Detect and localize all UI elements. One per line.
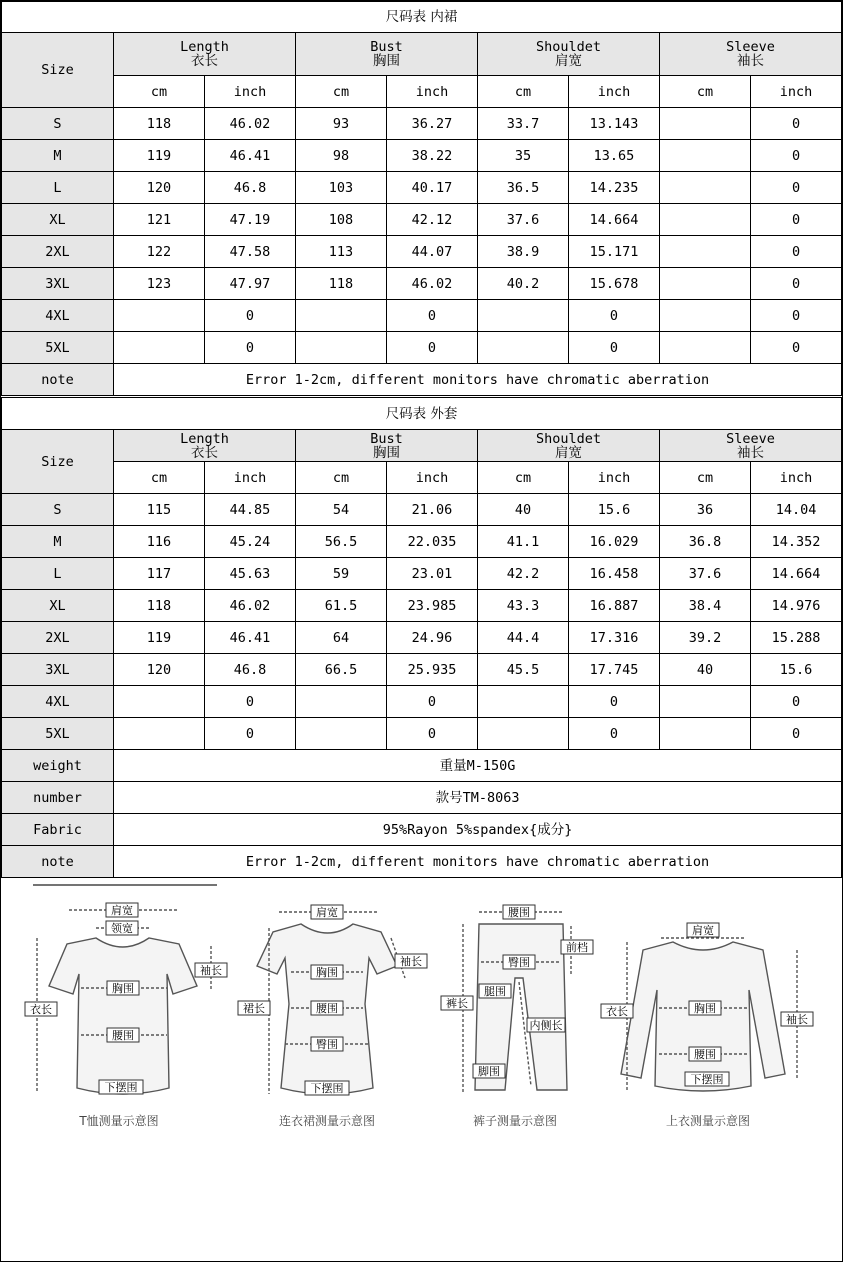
label-shirt-hem [685, 1072, 729, 1086]
label-pants-leg-opening [473, 1064, 505, 1078]
unit-cm: cm [478, 76, 569, 108]
measurement-diagrams-svg [1, 878, 841, 1260]
value-cell: 36 [660, 494, 751, 526]
value-cell: 0 [569, 300, 660, 332]
group-cn: 袖长 [737, 444, 765, 461]
svg-text:袖长: 袖长 [786, 1013, 808, 1026]
table-row [2, 622, 842, 654]
label-dress-waist [311, 1001, 343, 1015]
value-cell: 47.58 [205, 236, 296, 268]
svg-text:腰围: 腰围 [316, 1002, 338, 1015]
svg-text:领宽: 领宽 [111, 922, 133, 935]
svg-text:裙长: 裙长 [243, 1002, 265, 1015]
value-cell [660, 718, 751, 750]
group-header-sleeve [660, 430, 842, 462]
value-cell: 47.19 [205, 204, 296, 236]
value-cell: 0 [569, 718, 660, 750]
size-cell: XL [2, 204, 114, 236]
value-cell: 0 [751, 172, 842, 204]
group-en: Bust [370, 430, 403, 447]
value-cell: 118 [114, 108, 205, 140]
value-cell: 0 [751, 332, 842, 364]
table-row [2, 686, 842, 718]
value-cell: 0 [205, 718, 296, 750]
group-en: Bust [370, 39, 403, 55]
svg-text:下摆围: 下摆围 [310, 1082, 344, 1095]
value-cell: 121 [114, 204, 205, 236]
value-cell: 40.17 [387, 172, 478, 204]
value-cell: 14.664 [751, 558, 842, 590]
value-cell: 0 [387, 300, 478, 332]
size-header: Size [2, 430, 114, 494]
value-cell [114, 332, 205, 364]
value-cell: 38.22 [387, 140, 478, 172]
value-cell: 14.04 [751, 494, 842, 526]
caption-shirt: 上衣测量示意图 [665, 1114, 751, 1128]
value-cell: 23.985 [387, 590, 478, 622]
value-cell: 40.2 [478, 268, 569, 300]
value-cell: 0 [569, 332, 660, 364]
value-cell [114, 300, 205, 332]
value-cell: 45.5 [478, 654, 569, 686]
table-row [2, 718, 842, 750]
value-cell: 16.029 [569, 526, 660, 558]
value-cell: 23.01 [387, 558, 478, 590]
size-cell: 4XL [2, 300, 114, 332]
label-shirt-waist [689, 1047, 721, 1061]
value-cell: 45.63 [205, 558, 296, 590]
value-cell: 46.02 [387, 268, 478, 300]
svg-text:脚围: 脚围 [478, 1065, 500, 1078]
value-cell: 54 [296, 494, 387, 526]
value-cell: 14.664 [569, 204, 660, 236]
value-cell: 36.27 [387, 108, 478, 140]
table-row [2, 236, 842, 268]
label-tshirt-hem [99, 1080, 143, 1094]
value-cell: 0 [205, 686, 296, 718]
unit-cm: cm [296, 76, 387, 108]
value-cell [114, 686, 205, 718]
value-cell: 13.65 [569, 140, 660, 172]
caption-dress: 连衣裙测量示意图 [278, 1114, 376, 1128]
info-label: number [2, 782, 114, 814]
group-en: Sleeve [726, 430, 775, 447]
group-header-length [114, 33, 296, 76]
value-cell: 38.9 [478, 236, 569, 268]
value-cell: 113 [296, 236, 387, 268]
value-cell [660, 204, 751, 236]
value-cell: 44.4 [478, 622, 569, 654]
value-cell: 0 [751, 204, 842, 236]
group-header-sleeve [660, 33, 842, 76]
label-dress-chest [311, 965, 343, 979]
caption-trousers: 裤子测量示意图 [472, 1114, 558, 1128]
value-cell: 46.41 [205, 622, 296, 654]
label-dress-length [238, 1001, 270, 1015]
value-cell [296, 332, 387, 364]
svg-text:肩宽: 肩宽 [316, 906, 338, 919]
value-cell: 15.288 [751, 622, 842, 654]
value-cell: 39.2 [660, 622, 751, 654]
table-row [2, 140, 842, 172]
value-cell: 119 [114, 622, 205, 654]
group-header-shoulder [478, 430, 660, 462]
unit-inch: inch [205, 76, 296, 108]
info-row [2, 364, 842, 396]
value-cell: 118 [296, 268, 387, 300]
svg-text:裤长: 裤长 [446, 997, 468, 1010]
size-header: Size [2, 33, 114, 108]
group-en: Shouldet [535, 39, 602, 55]
value-cell: 47.97 [205, 268, 296, 300]
unit-inch: inch [751, 76, 842, 108]
value-cell [114, 718, 205, 750]
label-pants-inseam [527, 1018, 565, 1032]
info-label: note [2, 364, 114, 396]
label-shirt-shoulder [687, 923, 719, 937]
svg-text:衣长: 衣长 [606, 1005, 628, 1018]
info-row [2, 782, 842, 814]
value-cell [478, 300, 569, 332]
value-cell [660, 268, 751, 300]
group-cn: 衣长 [191, 53, 218, 69]
table-row [2, 526, 842, 558]
value-cell: 36.8 [660, 526, 751, 558]
svg-text:袖长: 袖长 [200, 964, 222, 977]
group-header-bust [296, 33, 478, 76]
value-cell: 14.235 [569, 172, 660, 204]
svg-text:腰围: 腰围 [112, 1029, 134, 1042]
tshirt-diagram [37, 910, 211, 1094]
value-cell [296, 718, 387, 750]
value-cell: 0 [751, 300, 842, 332]
value-cell [478, 718, 569, 750]
svg-text:臀围: 臀围 [508, 956, 530, 969]
svg-text:肩宽: 肩宽 [111, 904, 133, 917]
value-cell: 14.352 [751, 526, 842, 558]
value-cell: 46.41 [205, 140, 296, 172]
value-cell: 103 [296, 172, 387, 204]
table-row [2, 494, 842, 526]
unit-cm: cm [660, 76, 751, 108]
value-cell: 17.745 [569, 654, 660, 686]
label-tshirt-chest [107, 981, 139, 995]
value-cell: 0 [751, 268, 842, 300]
value-cell [660, 332, 751, 364]
label-tshirt-length [25, 1002, 57, 1016]
value-cell: 122 [114, 236, 205, 268]
label-pants-waist [503, 905, 535, 919]
label-tshirt-waist [107, 1028, 139, 1042]
value-cell: 15.6 [569, 494, 660, 526]
label-pants-length [441, 996, 473, 1010]
value-cell: 33.7 [478, 108, 569, 140]
value-cell: 21.06 [387, 494, 478, 526]
value-cell: 16.887 [569, 590, 660, 622]
value-cell: 16.458 [569, 558, 660, 590]
group-cn: 衣长 [191, 444, 218, 461]
size-table-inner-dress [1, 1, 842, 396]
info-value: 款号TM-8063 [114, 782, 842, 814]
svg-text:肩宽: 肩宽 [692, 924, 714, 937]
unit-cm: cm [478, 462, 569, 494]
svg-text:下摆围: 下摆围 [104, 1081, 138, 1094]
group-header-length [114, 430, 296, 462]
value-cell: 43.3 [478, 590, 569, 622]
value-cell: 0 [751, 108, 842, 140]
value-cell: 42.2 [478, 558, 569, 590]
value-cell: 38.4 [660, 590, 751, 622]
size-cell: 3XL [2, 654, 114, 686]
svg-text:前档: 前档 [566, 941, 588, 954]
info-row [2, 846, 842, 878]
value-cell: 119 [114, 140, 205, 172]
unit-inch: inch [387, 76, 478, 108]
value-cell: 117 [114, 558, 205, 590]
info-value: 95%Rayon 5%spandex{成分} [114, 814, 842, 846]
size-cell: XL [2, 590, 114, 622]
value-cell: 17.316 [569, 622, 660, 654]
value-cell: 64 [296, 622, 387, 654]
group-cn: 肩宽 [555, 444, 582, 461]
svg-text:内侧长: 内侧长 [529, 1019, 563, 1032]
svg-text:胸围: 胸围 [316, 966, 338, 979]
info-value: 重量M-150G [114, 750, 842, 782]
label-dress-hem [305, 1081, 349, 1095]
table-row [2, 268, 842, 300]
value-cell: 66.5 [296, 654, 387, 686]
unit-cm: cm [114, 76, 205, 108]
info-value: Error 1-2cm, different monitors have chromatic aberration [114, 364, 842, 396]
value-cell: 98 [296, 140, 387, 172]
svg-text:胸围: 胸围 [112, 982, 134, 995]
value-cell: 0 [387, 718, 478, 750]
value-cell: 24.96 [387, 622, 478, 654]
value-cell: 93 [296, 108, 387, 140]
value-cell: 59 [296, 558, 387, 590]
value-cell: 61.5 [296, 590, 387, 622]
size-cell: M [2, 526, 114, 558]
table-title: 尺码表 内裙 [2, 2, 842, 33]
value-cell: 115 [114, 494, 205, 526]
table-row [2, 172, 842, 204]
table-row [2, 558, 842, 590]
value-cell: 40 [660, 654, 751, 686]
group-en: Sleeve [726, 39, 775, 55]
value-cell [478, 332, 569, 364]
value-cell: 22.035 [387, 526, 478, 558]
value-cell: 56.5 [296, 526, 387, 558]
unit-inch: inch [569, 462, 660, 494]
table-title: 尺码表 外套 [2, 398, 842, 430]
measurement-diagrams [1, 878, 841, 1260]
value-cell: 0 [751, 140, 842, 172]
svg-text:袖长: 袖长 [400, 955, 422, 968]
svg-text:胸围: 胸围 [694, 1002, 716, 1015]
value-cell: 42.12 [387, 204, 478, 236]
svg-text:腰围: 腰围 [508, 906, 530, 919]
value-cell [660, 140, 751, 172]
label-dress-sleeve [395, 954, 427, 968]
unit-inch: inch [569, 76, 660, 108]
size-cell: 2XL [2, 236, 114, 268]
value-cell: 37.6 [660, 558, 751, 590]
group-cn: 袖长 [737, 53, 765, 69]
size-cell: 5XL [2, 718, 114, 750]
label-pants-rise [561, 940, 593, 954]
value-cell: 123 [114, 268, 205, 300]
table-row [2, 654, 842, 686]
unit-inch: inch [751, 462, 842, 494]
value-cell [296, 300, 387, 332]
value-cell: 41.1 [478, 526, 569, 558]
size-cell: S [2, 494, 114, 526]
table-row [2, 300, 842, 332]
info-label: note [2, 846, 114, 878]
caption-tshirt: T恤测量示意图 [79, 1114, 159, 1128]
value-cell: 45.24 [205, 526, 296, 558]
group-header-shoulder [478, 33, 660, 76]
label-dress-shoulder [311, 905, 343, 919]
value-cell [478, 686, 569, 718]
value-cell: 46.02 [205, 108, 296, 140]
group-cn: 胸围 [373, 444, 400, 461]
value-cell: 120 [114, 172, 205, 204]
table-row [2, 590, 842, 622]
value-cell: 44.85 [205, 494, 296, 526]
size-cell: 5XL [2, 332, 114, 364]
value-cell: 116 [114, 526, 205, 558]
value-cell: 36.5 [478, 172, 569, 204]
value-cell: 25.935 [387, 654, 478, 686]
value-cell: 0 [751, 236, 842, 268]
value-cell [660, 108, 751, 140]
table-row [2, 332, 842, 364]
label-tshirt-sleeve [195, 963, 227, 977]
value-cell: 37.6 [478, 204, 569, 236]
value-cell: 35 [478, 140, 569, 172]
group-cn: 胸围 [373, 53, 400, 69]
unit-cm: cm [296, 462, 387, 494]
group-en: Length [180, 430, 229, 447]
value-cell: 0 [569, 686, 660, 718]
table-row [2, 204, 842, 236]
label-tshirt-neck [106, 921, 138, 935]
value-cell [296, 686, 387, 718]
value-cell: 15.6 [751, 654, 842, 686]
value-cell: 44.07 [387, 236, 478, 268]
value-cell: 46.8 [205, 172, 296, 204]
label-dress-hip [311, 1037, 343, 1051]
size-cell: 2XL [2, 622, 114, 654]
value-cell [660, 300, 751, 332]
value-cell: 0 [205, 332, 296, 364]
label-shirt-chest [689, 1001, 721, 1015]
group-en: Length [180, 39, 229, 55]
value-cell: 120 [114, 654, 205, 686]
info-row [2, 750, 842, 782]
value-cell [660, 172, 751, 204]
group-cn: 肩宽 [555, 53, 582, 69]
value-cell: 0 [387, 332, 478, 364]
value-cell: 0 [751, 718, 842, 750]
value-cell: 118 [114, 590, 205, 622]
svg-text:腰围: 腰围 [694, 1048, 716, 1061]
unit-cm: cm [114, 462, 205, 494]
value-cell: 15.171 [569, 236, 660, 268]
size-cell: M [2, 140, 114, 172]
value-cell: 15.678 [569, 268, 660, 300]
size-cell: L [2, 558, 114, 590]
info-row [2, 814, 842, 846]
value-cell: 0 [387, 686, 478, 718]
value-cell: 40 [478, 494, 569, 526]
label-shirt-length [601, 1004, 633, 1018]
value-cell [660, 236, 751, 268]
label-tshirt-shoulder [106, 903, 138, 917]
unit-inch: inch [205, 462, 296, 494]
svg-text:腿围: 腿围 [484, 985, 506, 998]
svg-text:衣长: 衣长 [30, 1003, 52, 1016]
label-pants-hip [503, 955, 535, 969]
info-label: Fabric [2, 814, 114, 846]
value-cell: 0 [751, 686, 842, 718]
unit-inch: inch [387, 462, 478, 494]
value-cell: 46.8 [205, 654, 296, 686]
value-cell [660, 686, 751, 718]
info-label: weight [2, 750, 114, 782]
size-cell: S [2, 108, 114, 140]
value-cell: 46.02 [205, 590, 296, 622]
value-cell: 108 [296, 204, 387, 236]
unit-cm: cm [660, 462, 751, 494]
svg-text:臀围: 臀围 [316, 1038, 338, 1051]
size-cell: 4XL [2, 686, 114, 718]
label-pants-thigh [479, 984, 511, 998]
group-en: Shouldet [535, 430, 602, 447]
size-table-coat [1, 397, 842, 878]
value-cell: 0 [205, 300, 296, 332]
value-cell: 13.143 [569, 108, 660, 140]
svg-text:下摆围: 下摆围 [690, 1073, 724, 1086]
size-cell: 3XL [2, 268, 114, 300]
info-value: Error 1-2cm, different monitors have chromatic aberration [114, 846, 842, 878]
label-shirt-sleeve [781, 1012, 813, 1026]
value-cell: 14.976 [751, 590, 842, 622]
table-row [2, 108, 842, 140]
size-cell: L [2, 172, 114, 204]
group-header-bust [296, 430, 478, 462]
